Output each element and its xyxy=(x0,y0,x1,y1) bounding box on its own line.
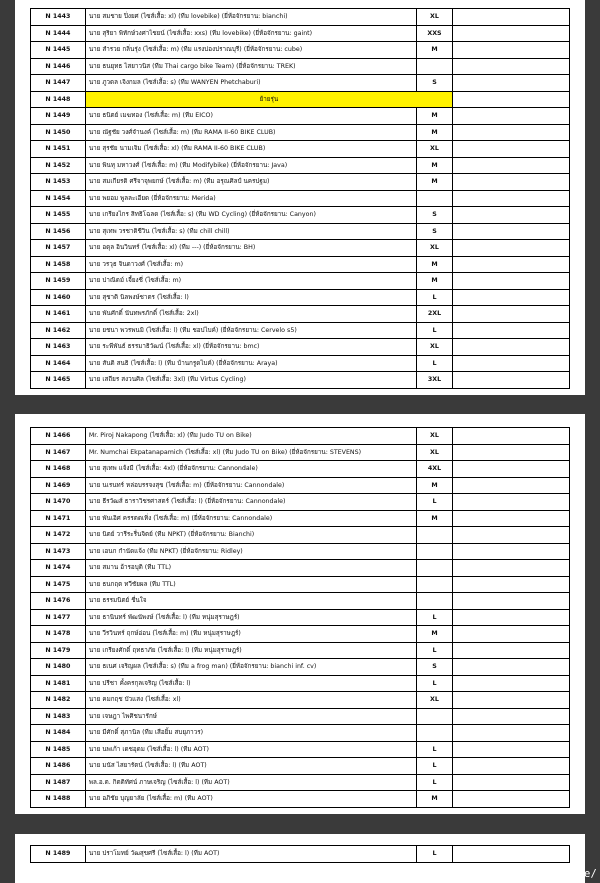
rider-details: นาย สุชาติ นิลพงษ์ชาตร (ไซส์เสื้อ: l) xyxy=(85,289,416,306)
shirt-size: 2XL xyxy=(417,306,453,323)
table-row xyxy=(31,58,570,75)
shirt-size xyxy=(417,58,453,75)
table-row xyxy=(31,791,570,808)
rider-number: N 1446 xyxy=(31,58,86,75)
rider-details: นาย สุเทพ วรชาติชีวิน (ไซส์เสื้อ: s) (ทีม chill chill) xyxy=(85,223,416,240)
rider-details: นาย ปาณิดม์ เจี้ยงชี่ (ไซส์เสื้อ: m) xyxy=(85,273,416,290)
table-row xyxy=(31,339,570,356)
rider-details: นาย ธานินทร์ พัฒนัพงษ์ (ไซส์เสื้อ: l) (ทีม หนุ่มสุราษฎร์) xyxy=(85,609,416,626)
table-row xyxy=(31,42,570,59)
shirt-size: XL xyxy=(417,339,453,356)
rider-number: N 1451 xyxy=(31,141,86,158)
rider-number: N 1453 xyxy=(31,174,86,191)
table-row xyxy=(31,708,570,725)
rider-number: N 1457 xyxy=(31,240,86,257)
table-row xyxy=(31,642,570,659)
blank-cell xyxy=(452,758,569,775)
rider-details: นาย ธีรวัฒส์ ธาราวิชรศาสตร์ (ไซส์เสื้อ: l) (ยี่ห้อจักรยาน: Cannondale) xyxy=(85,494,416,511)
table-row xyxy=(31,576,570,593)
rider-details: นาย สมเกียรติ ศรีจาจุพยกษ์ (ไซส์เสื้อ: m) (ทีม อรุณศิลป์ นครปฐม) xyxy=(85,174,416,191)
shirt-size: S xyxy=(417,207,453,224)
shirt-size: L xyxy=(417,609,453,626)
shirt-size: S xyxy=(417,659,453,676)
shirt-size: L xyxy=(417,675,453,692)
shirt-size: XL xyxy=(417,240,453,257)
blank-cell xyxy=(452,141,569,158)
shirt-size: M xyxy=(417,477,453,494)
blank-cell xyxy=(452,91,569,108)
rider-number: N 1485 xyxy=(31,741,86,758)
rider-number: N 1445 xyxy=(31,42,86,59)
rider-details: นาย วีรวินทร์ ฤกษ์อ่อน (ไซส์เสื้อ: m) (ทีม หนุ่มสุราษฎร์) xyxy=(85,626,416,643)
blank-cell xyxy=(452,576,569,593)
rider-details: นาย ภูวดล เจิงกมล (ไซส์เสื้อ: s) (ทีม WANYEN Phetchaburi) xyxy=(85,75,416,92)
shirt-size: L xyxy=(417,494,453,511)
shirt-size: 3XL xyxy=(417,372,453,389)
table-row xyxy=(31,494,570,511)
rider-details: นาย สมาน อ้ารอบุติ (ทีม TTL) xyxy=(85,560,416,577)
rider-details: นาย ปราโมทย์ วัฒสุขศรี (ไซส์เสื้อ: l) (ทีม AOT) xyxy=(85,846,416,863)
shirt-size: L xyxy=(417,322,453,339)
rider-number: N 1473 xyxy=(31,543,86,560)
blank-cell xyxy=(452,741,569,758)
rider-details: นาย ธรรมนิตย์ ชื่นใจ xyxy=(85,593,416,610)
blank-cell xyxy=(452,207,569,224)
rider-number: N 1454 xyxy=(31,190,86,207)
table-row xyxy=(31,725,570,742)
blank-cell xyxy=(452,642,569,659)
shirt-size: M xyxy=(417,108,453,125)
rider-number: N 1484 xyxy=(31,725,86,742)
rider-details: นาย ธเนศ เจริญผล (ไซส์เสื้อ: s) (ทีม a frog man) (ยี่ห้อจักรยาน: bianchi inf. cv) xyxy=(85,659,416,676)
rider-number: N 1468 xyxy=(31,461,86,478)
blank-cell xyxy=(452,626,569,643)
shirt-size: M xyxy=(417,124,453,141)
shirt-size: XL xyxy=(417,141,453,158)
rider-details: นาย มีศักดิ์ สุภานิล (ทีม เสือยิ้ม สบยุภาวร) xyxy=(85,725,416,742)
rider-number: N 1487 xyxy=(31,774,86,791)
blank-cell xyxy=(452,708,569,725)
blank-cell xyxy=(452,273,569,290)
table-row xyxy=(31,741,570,758)
rider-details: นาย อภิชัย บุญยาลัย (ไซส์เสื้อ: m) (ทีม AOT) xyxy=(85,791,416,808)
rider-details: นาย เสถียร สงวนศิล (ไซส์เสื้อ: 3xl) (ทีม Virtus Cycling) xyxy=(85,372,416,389)
rider-details: นาย มนัส ไสยารัตน์ (ไซส์เสื้อ: l) (ทีม AOT) xyxy=(85,758,416,775)
blank-cell xyxy=(452,124,569,141)
blank-cell xyxy=(452,108,569,125)
registration-table xyxy=(30,8,570,389)
rider-details: นาย เจษฎา ไพศิชนารักษ์ xyxy=(85,708,416,725)
rider-details: นาย สมชาย ปิ่งยศ (ไซส์เสื้อ: xl) (ทีม lovebike) (ยี่ห้อจักรยาน: bianchi) xyxy=(85,9,416,26)
rider-details: นาย เอนก กำนัดแจ้ง (ทีม NPKT) (ยี่ห้อจักรยาน: Ridley) xyxy=(85,543,416,560)
blank-cell xyxy=(452,609,569,626)
shirt-size xyxy=(417,190,453,207)
blank-cell xyxy=(452,527,569,544)
rider-number: N 1471 xyxy=(31,510,86,527)
table-row xyxy=(31,223,570,240)
blank-cell xyxy=(452,477,569,494)
table-row xyxy=(31,758,570,775)
rider-number: N 1462 xyxy=(31,322,86,339)
shirt-size: XL xyxy=(417,428,453,445)
table-row xyxy=(31,372,570,389)
rider-details: นาย เกรียงไกร สิทธิโฉลด (ไซส์เสื้อ: s) (ทีม WD Cycling) (ยี่ห้อจักรยาน: Canyon) xyxy=(85,207,416,224)
table-row xyxy=(31,240,570,257)
table-row xyxy=(31,527,570,544)
rider-details: นาย ธนกฤต ทวีชัยผล (ทีม TTL) xyxy=(85,576,416,593)
blank-cell xyxy=(452,240,569,257)
blank-cell xyxy=(452,42,569,59)
shirt-size: M xyxy=(417,157,453,174)
table-row xyxy=(31,25,570,42)
rider-number: N 1472 xyxy=(31,527,86,544)
table-row xyxy=(31,510,570,527)
rider-details: นาย นเรนทร์ หล่อบรรจงสุข (ไซส์เสื้อ: m) (ยี่ห้อจักรยาน: Cannondale) xyxy=(85,477,416,494)
rider-number: N 1478 xyxy=(31,626,86,643)
table-row xyxy=(31,543,570,560)
rider-number: N 1447 xyxy=(31,75,86,92)
shirt-size: L xyxy=(417,846,453,863)
rider-number: N 1475 xyxy=(31,576,86,593)
rider-number: N 1469 xyxy=(31,477,86,494)
rider-details: นาย เกรียงศักดิ์ ฤทธาภัย (ไซส์เสื้อ: l) (ทีม หนุ่มสุราษฎร์) xyxy=(85,642,416,659)
category-moved-note: ย้ายรุ่น xyxy=(85,91,452,108)
rider-number: N 1450 xyxy=(31,124,86,141)
blank-cell xyxy=(452,659,569,676)
blank-cell xyxy=(452,75,569,92)
blank-cell xyxy=(452,372,569,389)
rider-number: N 1456 xyxy=(31,223,86,240)
blank-cell xyxy=(452,289,569,306)
rider-details: นาย ระพีพันธ์ ธรรมาธิวัฒน์ (ไซส์เสื้อ: xl) (ยี่ห้อจักรยาน: bmc) xyxy=(85,339,416,356)
shirt-size: S xyxy=(417,75,453,92)
table-row xyxy=(31,273,570,290)
rider-number: N 1455 xyxy=(31,207,86,224)
table-row xyxy=(31,692,570,709)
rider-details: Mr. Piroj Nakapong (ไซส์เสื้อ: xl) (ทีม Judo TU on Bike) xyxy=(85,428,416,445)
table-row xyxy=(31,593,570,610)
table-row xyxy=(31,157,570,174)
shirt-size: XXS xyxy=(417,25,453,42)
table-row xyxy=(31,428,570,445)
blank-cell xyxy=(452,692,569,709)
blank-cell xyxy=(452,428,569,445)
shirt-size: M xyxy=(417,42,453,59)
shirt-size: L xyxy=(417,741,453,758)
rider-details: นาย พินทุ มหาวงศ์ (ไซส์เสื้อ: m) (ทีม Modifybike) (ยี่ห้อจักรยาน: Java) xyxy=(85,157,416,174)
blank-cell xyxy=(452,256,569,273)
blank-cell xyxy=(452,675,569,692)
rider-number: N 1488 xyxy=(31,791,86,808)
table-row xyxy=(31,560,570,577)
rider-details: นาย ยชนา พวรพนมิ (ไซส์เสื้อ: l) (ทีม ชอปไบค์) (ยี่ห้อจักรยาน: Cervelo s5) xyxy=(85,322,416,339)
blank-cell xyxy=(452,543,569,560)
rider-number: N 1458 xyxy=(31,256,86,273)
rider-number: N 1486 xyxy=(31,758,86,775)
shirt-size: L xyxy=(417,642,453,659)
rider-number: N 1463 xyxy=(31,339,86,356)
table-row xyxy=(31,675,570,692)
blank-cell xyxy=(452,846,569,863)
shirt-size xyxy=(417,593,453,610)
rider-details: นาย นพเก้า เดชอุดม (ไซส์เสื้อ: l) (ทีม AOT) xyxy=(85,741,416,758)
registration-table xyxy=(30,427,570,808)
rider-details: นาย ปรีชา คั้งครกุลเจริญ (ไซส์เสื้อ: l) xyxy=(85,675,416,692)
shirt-size: 4XL xyxy=(417,461,453,478)
rider-number: N 1459 xyxy=(31,273,86,290)
blank-cell xyxy=(452,560,569,577)
rider-details: นาย พยอม พูลละเอียด (ยี่ห้อจักรยาน: Merida) xyxy=(85,190,416,207)
blank-cell xyxy=(452,157,569,174)
shirt-size: L xyxy=(417,774,453,791)
blank-cell xyxy=(452,322,569,339)
blank-cell xyxy=(452,9,569,26)
blank-cell xyxy=(452,174,569,191)
table-row xyxy=(31,477,570,494)
rider-details: นาย นิตย์ วารีระรื่นจิตย์ (ทีม NPKT) (ยี่ห้อจักรยาน: Bianchi) xyxy=(85,527,416,544)
rider-number: N 1481 xyxy=(31,675,86,692)
rider-details: นาย ธนิตย์ เมฆทอง (ไซส์เสื้อ: m) (ทีม EICO) xyxy=(85,108,416,125)
rider-details: นาย สันติ สนธิ (ไซส์เสื้อ: l) (ทีม บ้านกรูดไบค์) (ยี่ห้อจักรยาน: Araya) xyxy=(85,355,416,372)
table-row xyxy=(31,626,570,643)
table-row xyxy=(31,256,570,273)
shirt-size: L xyxy=(417,355,453,372)
shirt-size xyxy=(417,576,453,593)
rider-details: นาย คมกฤช บัวแสง (ไซส์เสื้อ: xl) xyxy=(85,692,416,709)
blank-cell xyxy=(452,339,569,356)
rider-number: N 1448 xyxy=(31,91,86,108)
table-row xyxy=(31,609,570,626)
table-row xyxy=(31,306,570,323)
blank-cell xyxy=(452,593,569,610)
rider-number: N 1443 xyxy=(31,9,86,26)
rider-number: N 1444 xyxy=(31,25,86,42)
shirt-size: XL xyxy=(417,692,453,709)
table-row xyxy=(31,444,570,461)
rider-details: นาย ณัฐชัย วงศ์จำนงค์ (ไซส์เสื้อ: m) (ทีม RAMA II-60 BIKE CLUB) xyxy=(85,124,416,141)
table-row xyxy=(31,141,570,158)
rider-details: นาย พันเอิศ ครรตดเทิ่ง (ไซส์เสื้อ: m) (ยี่ห้อจักรยาน: Cannondale) xyxy=(85,510,416,527)
table-row xyxy=(31,190,570,207)
table-row xyxy=(31,322,570,339)
shirt-size: S xyxy=(417,223,453,240)
rider-details: นาย พันศักดิ์ นันทพรภักดิ์ (ไซส์เสื้อ: 2xl) xyxy=(85,306,416,323)
shirt-size: M xyxy=(417,626,453,643)
blank-cell xyxy=(452,725,569,742)
rider-number: N 1480 xyxy=(31,659,86,676)
rider-details: นาย สำรวย กลิ่นรุ่ง (ไซส์เสื้อ: m) (ทีม แรงบ่องปราณบุรี) (ยี่ห้อจักรยาน: cube) xyxy=(85,42,416,59)
blank-cell xyxy=(452,306,569,323)
table-row xyxy=(31,774,570,791)
rider-number: N 1452 xyxy=(31,157,86,174)
rider-number: N 1466 xyxy=(31,428,86,445)
blank-cell xyxy=(452,791,569,808)
blank-cell xyxy=(452,355,569,372)
table-row xyxy=(31,75,570,92)
table-row xyxy=(31,289,570,306)
shirt-size: L xyxy=(417,289,453,306)
rider-number: N 1482 xyxy=(31,692,86,709)
rider-number: N 1449 xyxy=(31,108,86,125)
shirt-size xyxy=(417,725,453,742)
blank-cell xyxy=(452,223,569,240)
rider-details: Mr. Numchai Ekpatanapamich (ไซส์เสื้อ: xl) (ทีม Judo TU on Bike) (ยี่ห้อจักรยาน: STEVENS) xyxy=(85,444,416,461)
rider-number: N 1479 xyxy=(31,642,86,659)
shirt-size xyxy=(417,560,453,577)
rider-number: N 1477 xyxy=(31,609,86,626)
rider-number: N 1461 xyxy=(31,306,86,323)
rider-number: N 1460 xyxy=(31,289,86,306)
blank-cell xyxy=(452,510,569,527)
shirt-size xyxy=(417,527,453,544)
registration-table xyxy=(30,845,570,863)
blank-cell xyxy=(452,25,569,42)
table-row xyxy=(31,108,570,125)
rider-number: N 1464 xyxy=(31,355,86,372)
table-row xyxy=(31,91,570,108)
shirt-size xyxy=(417,543,453,560)
rider-number: N 1489 xyxy=(31,846,86,863)
shirt-size: M xyxy=(417,273,453,290)
table-row xyxy=(31,461,570,478)
image-size-watermark: [1080x1562] https://upic.me/ xyxy=(414,868,597,880)
shirt-size: M xyxy=(417,174,453,191)
table-row xyxy=(31,9,570,26)
shirt-size: M xyxy=(417,791,453,808)
blank-cell xyxy=(452,58,569,75)
blank-cell xyxy=(452,444,569,461)
table-row xyxy=(31,207,570,224)
table-row xyxy=(31,174,570,191)
rider-details: นาย อดุล อินวินทร์ (ไซส์เสื้อ: xl) (ทีม ---) (ยี่ห้อจักรยาน: BH) xyxy=(85,240,416,257)
rider-number: N 1465 xyxy=(31,372,86,389)
table-row xyxy=(31,355,570,372)
table-row xyxy=(31,659,570,676)
table-row xyxy=(31,124,570,141)
shirt-size: XL xyxy=(417,444,453,461)
rider-details: นาย วรวุธ จินดาวงศ์ (ไซส์เสื้อ: m) xyxy=(85,256,416,273)
shirt-size: XL xyxy=(417,9,453,26)
shirt-size: M xyxy=(417,510,453,527)
shirt-size: L xyxy=(417,758,453,775)
table-row xyxy=(31,846,570,863)
rider-number: N 1474 xyxy=(31,560,86,577)
rider-number: N 1476 xyxy=(31,593,86,610)
blank-cell xyxy=(452,494,569,511)
shirt-size: M xyxy=(417,256,453,273)
blank-cell xyxy=(452,774,569,791)
blank-cell xyxy=(452,461,569,478)
registration-sheet-1 xyxy=(15,0,585,395)
rider-details: นาย สุเทพ แจ้งมี (ไซส์เสื้อ: 4xl) (ยี่ห้อจักรยาน: Cannondale) xyxy=(85,461,416,478)
rider-number: N 1467 xyxy=(31,444,86,461)
rider-details: พล.อ.ต. กิตติทัศน์ ภาษเจริญ (ไซส์เสื้อ: l) (ทีม AOT) xyxy=(85,774,416,791)
rider-details: นาย ธนยุทธ ไสยาวนิส (ทีม Thai cargo bike Team) (ยี่ห้อจักรยาน: TREK) xyxy=(85,58,416,75)
rider-details: นาย สุริยา พิทักษ์วงศาไชยน์ (ไซส์เสื้อ: xxs) (ทีม lovebike) (ยี่ห้อจักรยาน: gaint) xyxy=(85,25,416,42)
shirt-size xyxy=(417,708,453,725)
rider-number: N 1470 xyxy=(31,494,86,511)
registration-sheet-2 xyxy=(15,414,585,814)
blank-cell xyxy=(452,190,569,207)
rider-details: นาย สุรชัย นามเจิม (ไซส์เสื้อ: xl) (ทีม RAMA II-60 BIKE CLUB) xyxy=(85,141,416,158)
rider-number: N 1483 xyxy=(31,708,86,725)
